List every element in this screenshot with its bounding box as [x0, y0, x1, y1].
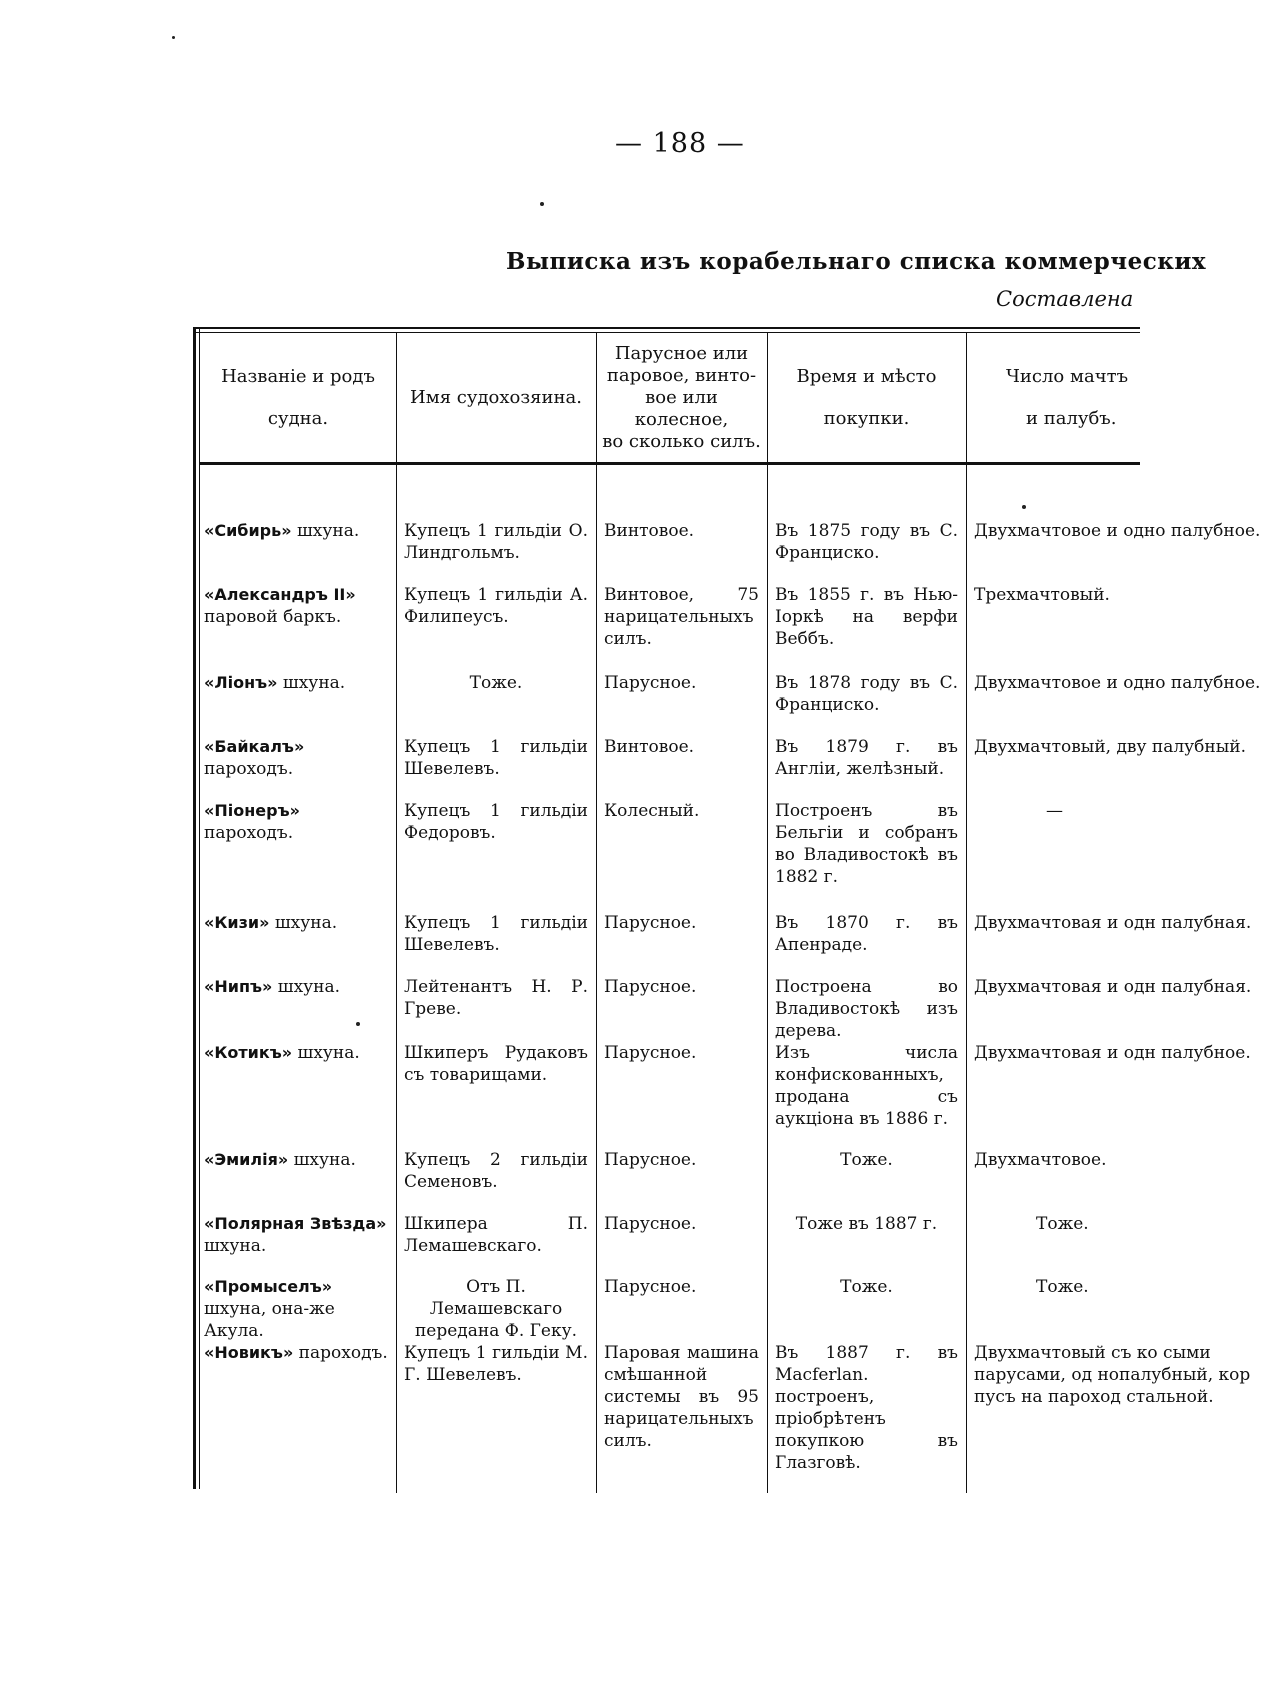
engine-cell: Парусное.	[604, 977, 697, 997]
print-speck	[172, 36, 175, 39]
table-row	[200, 1276, 1275, 1342]
purchase-cell: Тоже въ 1887 г.	[795, 1214, 938, 1234]
purchase-cell: Въ 1875 году въ С. Франциско.	[775, 521, 958, 563]
owner-cell: Купецъ 1 гильдіи О. Линдгольмъ.	[404, 521, 588, 563]
header-owner: Имя судохозяина.	[410, 386, 582, 408]
engine-cell: Парусное.	[604, 673, 697, 693]
ship-name-cell: «Піонеръ» пароходъ.	[204, 801, 300, 843]
table-row	[200, 672, 1275, 736]
owner-cell: Купецъ 1 гильдіи Шевелевъ.	[404, 913, 588, 955]
table-spacer-row	[200, 462, 1275, 520]
ship-name-cell: «Полярная Звѣзда» шхуна.	[204, 1214, 387, 1256]
header-purchase: Время и мѣсто покупки.	[796, 365, 937, 429]
ship-name-cell: «Нипъ» шхуна.	[204, 977, 341, 997]
masts-cell: Двухмачтовое и одно палубное.	[974, 521, 1261, 541]
table-row	[200, 1149, 1275, 1213]
owner-cell: Купецъ 1 гильдіи Федоровъ.	[404, 801, 588, 843]
engine-cell: Парусное.	[604, 1277, 697, 1297]
ship-name-cell: «Котикъ» шхуна.	[204, 1043, 360, 1063]
purchase-cell: Въ 1870 г. въ Апенраде.	[775, 913, 958, 955]
table-row	[200, 520, 1275, 584]
purchase-cell: Изъ числа конфискованныхъ, продана съ аукціона въ 1886 г.	[775, 1043, 958, 1129]
purchase-cell: Тоже.	[840, 1277, 893, 1297]
header-masts: Число мачтъ и палубъ.	[1006, 365, 1129, 429]
purchase-cell: Въ 1887 г. въ Macferlan. построенъ, пріобрѣтенъ покупкою въ Глазговѣ.	[775, 1343, 958, 1473]
table-row	[200, 1342, 1275, 1482]
engine-cell: Винтовое, 75 нарицательныхъ силъ.	[604, 585, 759, 649]
ship-register-table-frame	[193, 327, 1261, 1489]
ship-name-cell: «Сибирь» шхуна.	[204, 521, 360, 541]
ship-register-table	[200, 333, 1275, 1482]
purchase-cell: Въ 1855 г. въ Нью-Іоркѣ на верфи Веббъ.	[775, 585, 958, 649]
print-speck	[1022, 505, 1026, 509]
masts-cell: Трехмачтовый.	[974, 585, 1110, 605]
purchase-cell: Построена во Владивостокѣ изъ дерева.	[775, 977, 958, 1041]
engine-cell: Колесный.	[604, 801, 700, 821]
owner-cell: Тоже.	[469, 673, 523, 693]
table-row	[200, 976, 1275, 1042]
ship-name-cell: «Ліонъ» шхуна.	[204, 673, 346, 693]
engine-cell: Парусное.	[604, 913, 697, 933]
masts-cell: Двухмачтовая и одн палубная.	[974, 977, 1252, 997]
table-row	[200, 1042, 1275, 1149]
table-header-row	[200, 333, 1275, 462]
owner-cell: Шкипера П. Лемашевскаго.	[404, 1214, 588, 1256]
owner-cell: Купецъ 1 гильдіи А. Филипеусъ.	[404, 585, 588, 627]
purchase-cell: Построенъ въ Бельгіи и собранъ во Владивостокѣ въ 1882 г.	[775, 801, 958, 887]
owner-cell: Лейтенантъ Н. Р. Греве.	[404, 977, 588, 1019]
engine-cell: Парусное.	[604, 1214, 697, 1234]
table-row	[200, 1213, 1275, 1276]
table-top-rule	[193, 327, 1140, 329]
table-row	[200, 736, 1275, 800]
table-left-rule	[193, 327, 196, 1489]
masts-cell: Двухмачтовый съ ко сыми парусами, од нопалубный, кор пусъ на пароход стальной.	[974, 1343, 1251, 1407]
masts-cell: Двухмачтовое.	[974, 1150, 1107, 1170]
header-ship-name: Названіе и родъ судна.	[221, 365, 375, 429]
ship-name-cell: «Александръ II» паровой баркъ.	[204, 585, 356, 627]
owner-cell: Купецъ 1 гильдіи Шевелевъ.	[404, 737, 588, 779]
engine-cell: Винтовое.	[604, 737, 695, 757]
engine-cell: Парусное.	[604, 1150, 697, 1170]
masts-cell: Тоже.	[1036, 1277, 1089, 1297]
print-speck	[540, 202, 544, 206]
ship-name-cell: «Байкалъ» пароходъ.	[204, 737, 305, 779]
table-row	[200, 800, 1275, 912]
masts-cell: Двухмачтовое и одно палубное.	[974, 673, 1261, 693]
ship-name-cell: «Промыселъ» шхуна, она-же Акула.	[204, 1277, 335, 1341]
engine-cell: Винтовое.	[604, 521, 695, 541]
document-subtitle: Составлена	[996, 287, 1134, 311]
ship-name-cell: «Кизи» шхуна.	[204, 913, 338, 933]
engine-cell: Паровая машина смѣшанной системы въ 95 нарицательныхъ силъ.	[604, 1343, 759, 1451]
ship-name-cell: «Новикъ» пароходъ.	[204, 1343, 388, 1363]
masts-cell: Двухмачтовый, дву палубный.	[974, 737, 1246, 757]
header-engine-type: Парусное или паровое, винто- вое или колесное, во сколько силъ.	[602, 342, 761, 452]
owner-cell: Купецъ 2 гильдіи Семеновъ.	[404, 1150, 588, 1192]
page-number: — 188 —	[615, 128, 745, 159]
owner-cell: Шкиперъ Рудаковъ съ товарищами.	[404, 1043, 588, 1085]
table-row	[200, 912, 1275, 976]
owner-cell: Отъ П. Лемашевскаго передана Ф. Геку.	[414, 1277, 578, 1341]
document-title: Выписка изъ корабельнаго списка коммерческих	[506, 248, 1207, 275]
owner-cell: Купецъ 1 гильдіи М. Г. Шевелевъ.	[404, 1343, 588, 1385]
masts-cell: Двухмачтовая и одн палубное.	[974, 1043, 1251, 1063]
masts-cell: Тоже.	[1036, 1214, 1089, 1234]
engine-cell: Парусное.	[604, 1043, 697, 1063]
table-row	[200, 584, 1275, 672]
masts-cell: —	[1046, 801, 1063, 821]
purchase-cell: Въ 1878 году въ С. Франциско.	[775, 673, 958, 715]
masts-cell: Двухмачтовая и одн палубная.	[974, 913, 1252, 933]
print-speck	[356, 1022, 360, 1026]
purchase-cell: Тоже.	[840, 1150, 893, 1170]
ship-name-cell: «Эмилія» шхуна.	[204, 1150, 356, 1170]
purchase-cell: Въ 1879 г. въ Англіи, желѣзный.	[775, 737, 958, 779]
